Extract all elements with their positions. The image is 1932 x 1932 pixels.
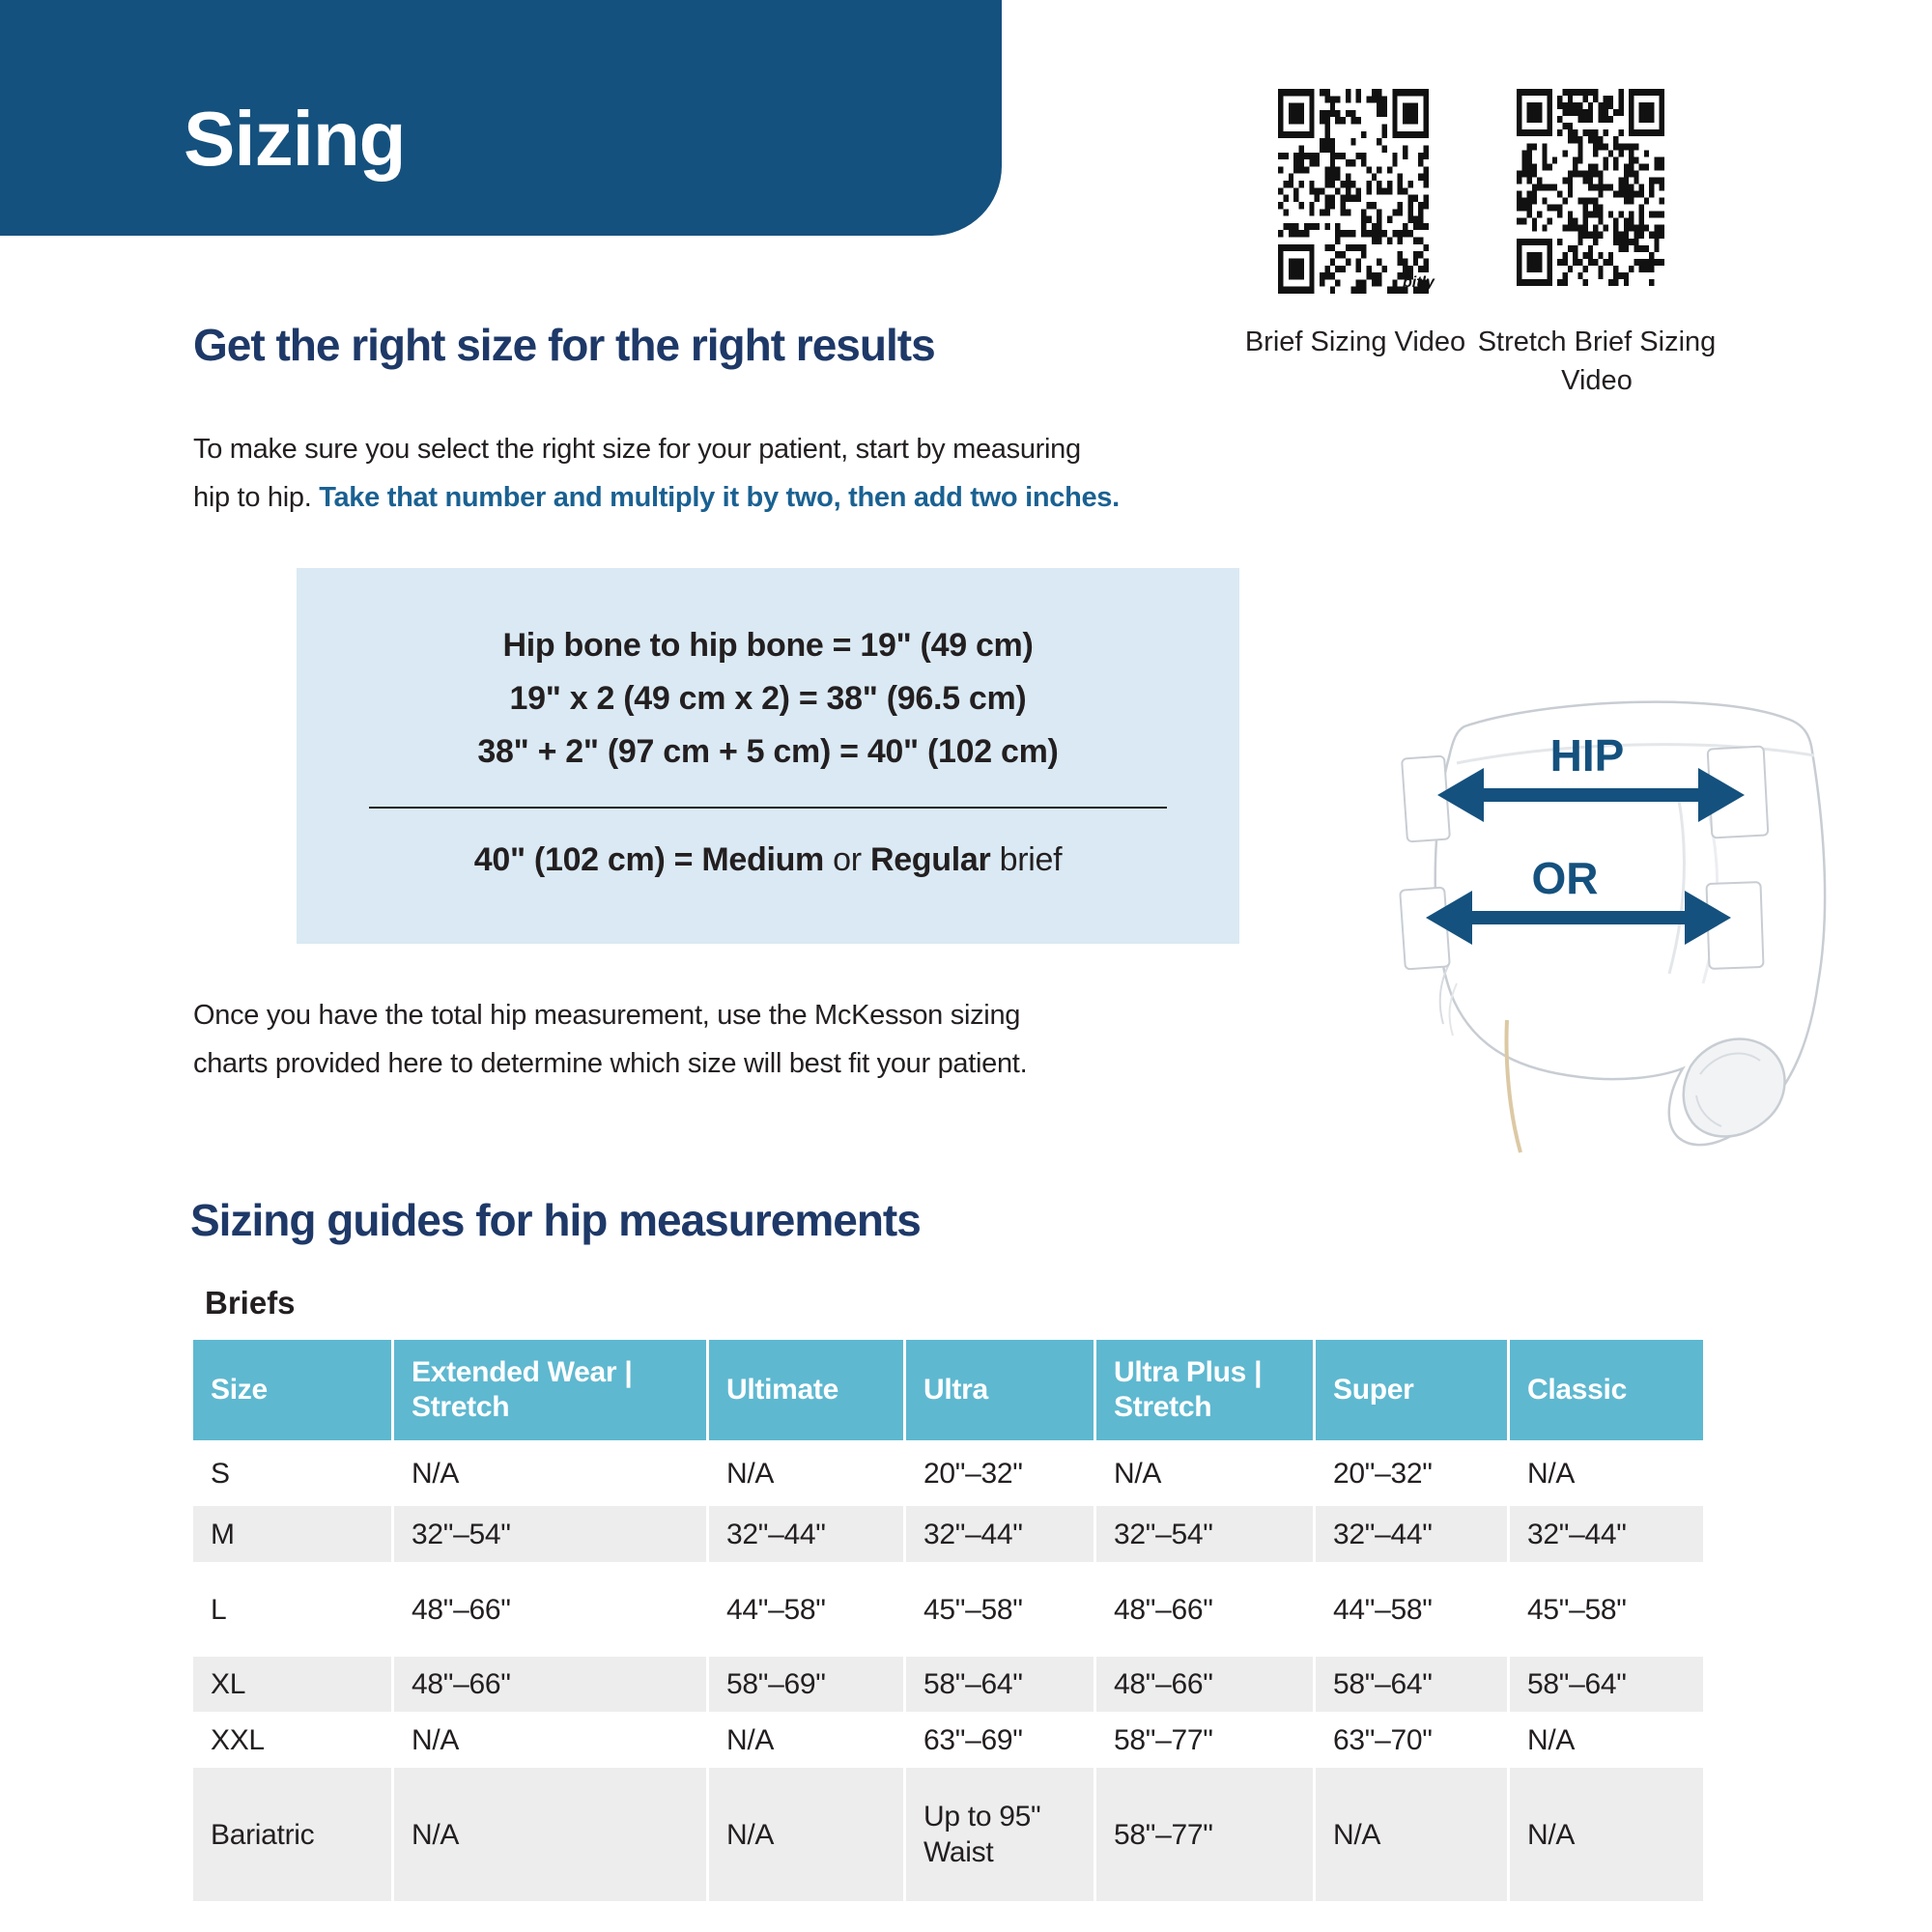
- value-cell: N/A: [1507, 1768, 1703, 1901]
- value-cell: 45"–58": [903, 1562, 1094, 1657]
- value-cell: N/A: [1313, 1768, 1507, 1901]
- header-banner: [0, 0, 1002, 236]
- value-cell: 63"–70": [1313, 1712, 1507, 1768]
- table-row-XL: [193, 1657, 1703, 1712]
- value-cell: N/A: [391, 1712, 706, 1768]
- value-cell: 58"–64": [1313, 1657, 1507, 1712]
- calc-line-1: Hip bone to hip bone = 19" (49 cm): [502, 627, 1034, 664]
- brief-sizing-qr-code: [1278, 89, 1429, 294]
- value-cell: N/A: [1507, 1712, 1703, 1768]
- value-cell: N/A: [706, 1768, 903, 1901]
- value-cell: 32"–44": [706, 1506, 903, 1562]
- section-heading: Get the right size for the right results: [193, 320, 935, 370]
- value-cell: 32"–54": [1094, 1506, 1313, 1562]
- table-row-L: [193, 1562, 1703, 1657]
- brief-measurement-illustration: [1389, 665, 1864, 1167]
- value-cell: N/A: [1094, 1440, 1313, 1506]
- value-cell: 58"–77": [1094, 1768, 1313, 1901]
- table-row-Bariatric: [193, 1768, 1703, 1901]
- table-row-XXL: [193, 1712, 1703, 1768]
- column-header-3: Ultra: [903, 1340, 1094, 1440]
- value-cell: 48"–66": [391, 1562, 706, 1657]
- size-cell: M: [211, 1518, 235, 1550]
- value-cell: N/A: [391, 1440, 706, 1506]
- or-label: OR: [1531, 853, 1599, 903]
- outro-line-2: charts provided here to determine which size will best fit your patient.: [193, 1048, 1028, 1079]
- value-cell: 44"–58": [1313, 1562, 1507, 1657]
- value-cell: 44"–58": [706, 1562, 903, 1657]
- value-cell: 48"–66": [1094, 1657, 1313, 1712]
- value-cell: 32"–44": [903, 1506, 1094, 1562]
- table-row-M: [193, 1506, 1703, 1562]
- value-cell: N/A: [391, 1768, 706, 1901]
- column-header-6: Classic: [1507, 1340, 1703, 1440]
- value-cell: 48"–66": [1094, 1562, 1313, 1657]
- calc-line-3: 38" + 2" (97 cm + 5 cm) = 40" (102 cm): [477, 733, 1059, 770]
- table-title: Briefs: [205, 1285, 296, 1321]
- value-cell: 45"–58": [1507, 1562, 1703, 1657]
- stretch-brief-sizing-qr-label: Stretch Brief Sizing Video: [1477, 327, 1717, 396]
- column-header-4: Ultra Plus | Stretch: [1094, 1340, 1313, 1440]
- divider-line: [369, 807, 1167, 809]
- briefs-sizing-table: [193, 1340, 1703, 1901]
- value-cell: 48"–66": [391, 1657, 706, 1712]
- value-cell: Up to 95" Waist: [903, 1768, 1094, 1901]
- bitly-logo: bitly: [1403, 274, 1435, 291]
- result-size-regular: Regular: [869, 841, 991, 878]
- column-header-2: Ultimate: [706, 1340, 903, 1440]
- table-header-row: [193, 1340, 1703, 1440]
- value-cell: 20"–32": [903, 1440, 1094, 1506]
- table-row-S: [193, 1440, 1703, 1506]
- calc-line-2: 19" x 2 (49 cm x 2) = 38" (96.5 cm): [509, 680, 1027, 717]
- brief-sizing-qr-label: Brief Sizing Video: [1244, 327, 1466, 357]
- column-header-5: Super: [1313, 1340, 1507, 1440]
- value-cell: N/A: [1507, 1440, 1703, 1506]
- value-cell: 58"–69": [706, 1657, 903, 1712]
- value-cell: 32"–54": [391, 1506, 706, 1562]
- stretch-brief-sizing-qr-code: [1517, 89, 1664, 286]
- value-cell: 20"–32": [1313, 1440, 1507, 1506]
- value-cell: N/A: [706, 1440, 903, 1506]
- size-cell: XL: [211, 1668, 246, 1700]
- calc-result-line: 40" (102 cm) = Medium or Regular brief: [473, 841, 1063, 878]
- page-title: Sizing: [184, 96, 406, 182]
- sizing-guides-heading: Sizing guides for hip measurements: [190, 1195, 921, 1245]
- intro-paragraph: [193, 425, 1120, 522]
- intro-line-1: To make sure you select the right size for your patient, start by measuring: [193, 434, 1081, 465]
- hip-label: HIP: [1549, 730, 1625, 781]
- measurement-example-box: [297, 568, 1239, 944]
- value-cell: 32"–44": [1507, 1506, 1703, 1562]
- intro-line-2: hip to hip. Take that number and multiply it by two, then add two inches.: [193, 482, 1120, 513]
- value-cell: 58"–64": [1507, 1657, 1703, 1712]
- column-header-1: Extended Wear | Stretch: [391, 1340, 706, 1440]
- column-header-0: Size: [211, 1374, 268, 1406]
- outro-paragraph: [193, 991, 1027, 1088]
- intro-bold-instruction: Take that number and multiply it by two, then add two inches.: [319, 482, 1120, 513]
- size-cell: S: [211, 1457, 230, 1490]
- value-cell: 63"–69": [903, 1712, 1094, 1768]
- size-cell: XXL: [211, 1723, 265, 1756]
- outro-line-1: Once you have the total hip measurement, use the McKesson sizing: [193, 1000, 1021, 1031]
- result-size-medium: Medium: [701, 841, 824, 878]
- value-cell: 32"–44": [1313, 1506, 1507, 1562]
- value-cell: 58"–64": [903, 1657, 1094, 1712]
- size-cell: Bariatric: [211, 1818, 315, 1851]
- size-cell: L: [211, 1593, 227, 1626]
- value-cell: 58"–77": [1094, 1712, 1313, 1768]
- value-cell: N/A: [706, 1712, 903, 1768]
